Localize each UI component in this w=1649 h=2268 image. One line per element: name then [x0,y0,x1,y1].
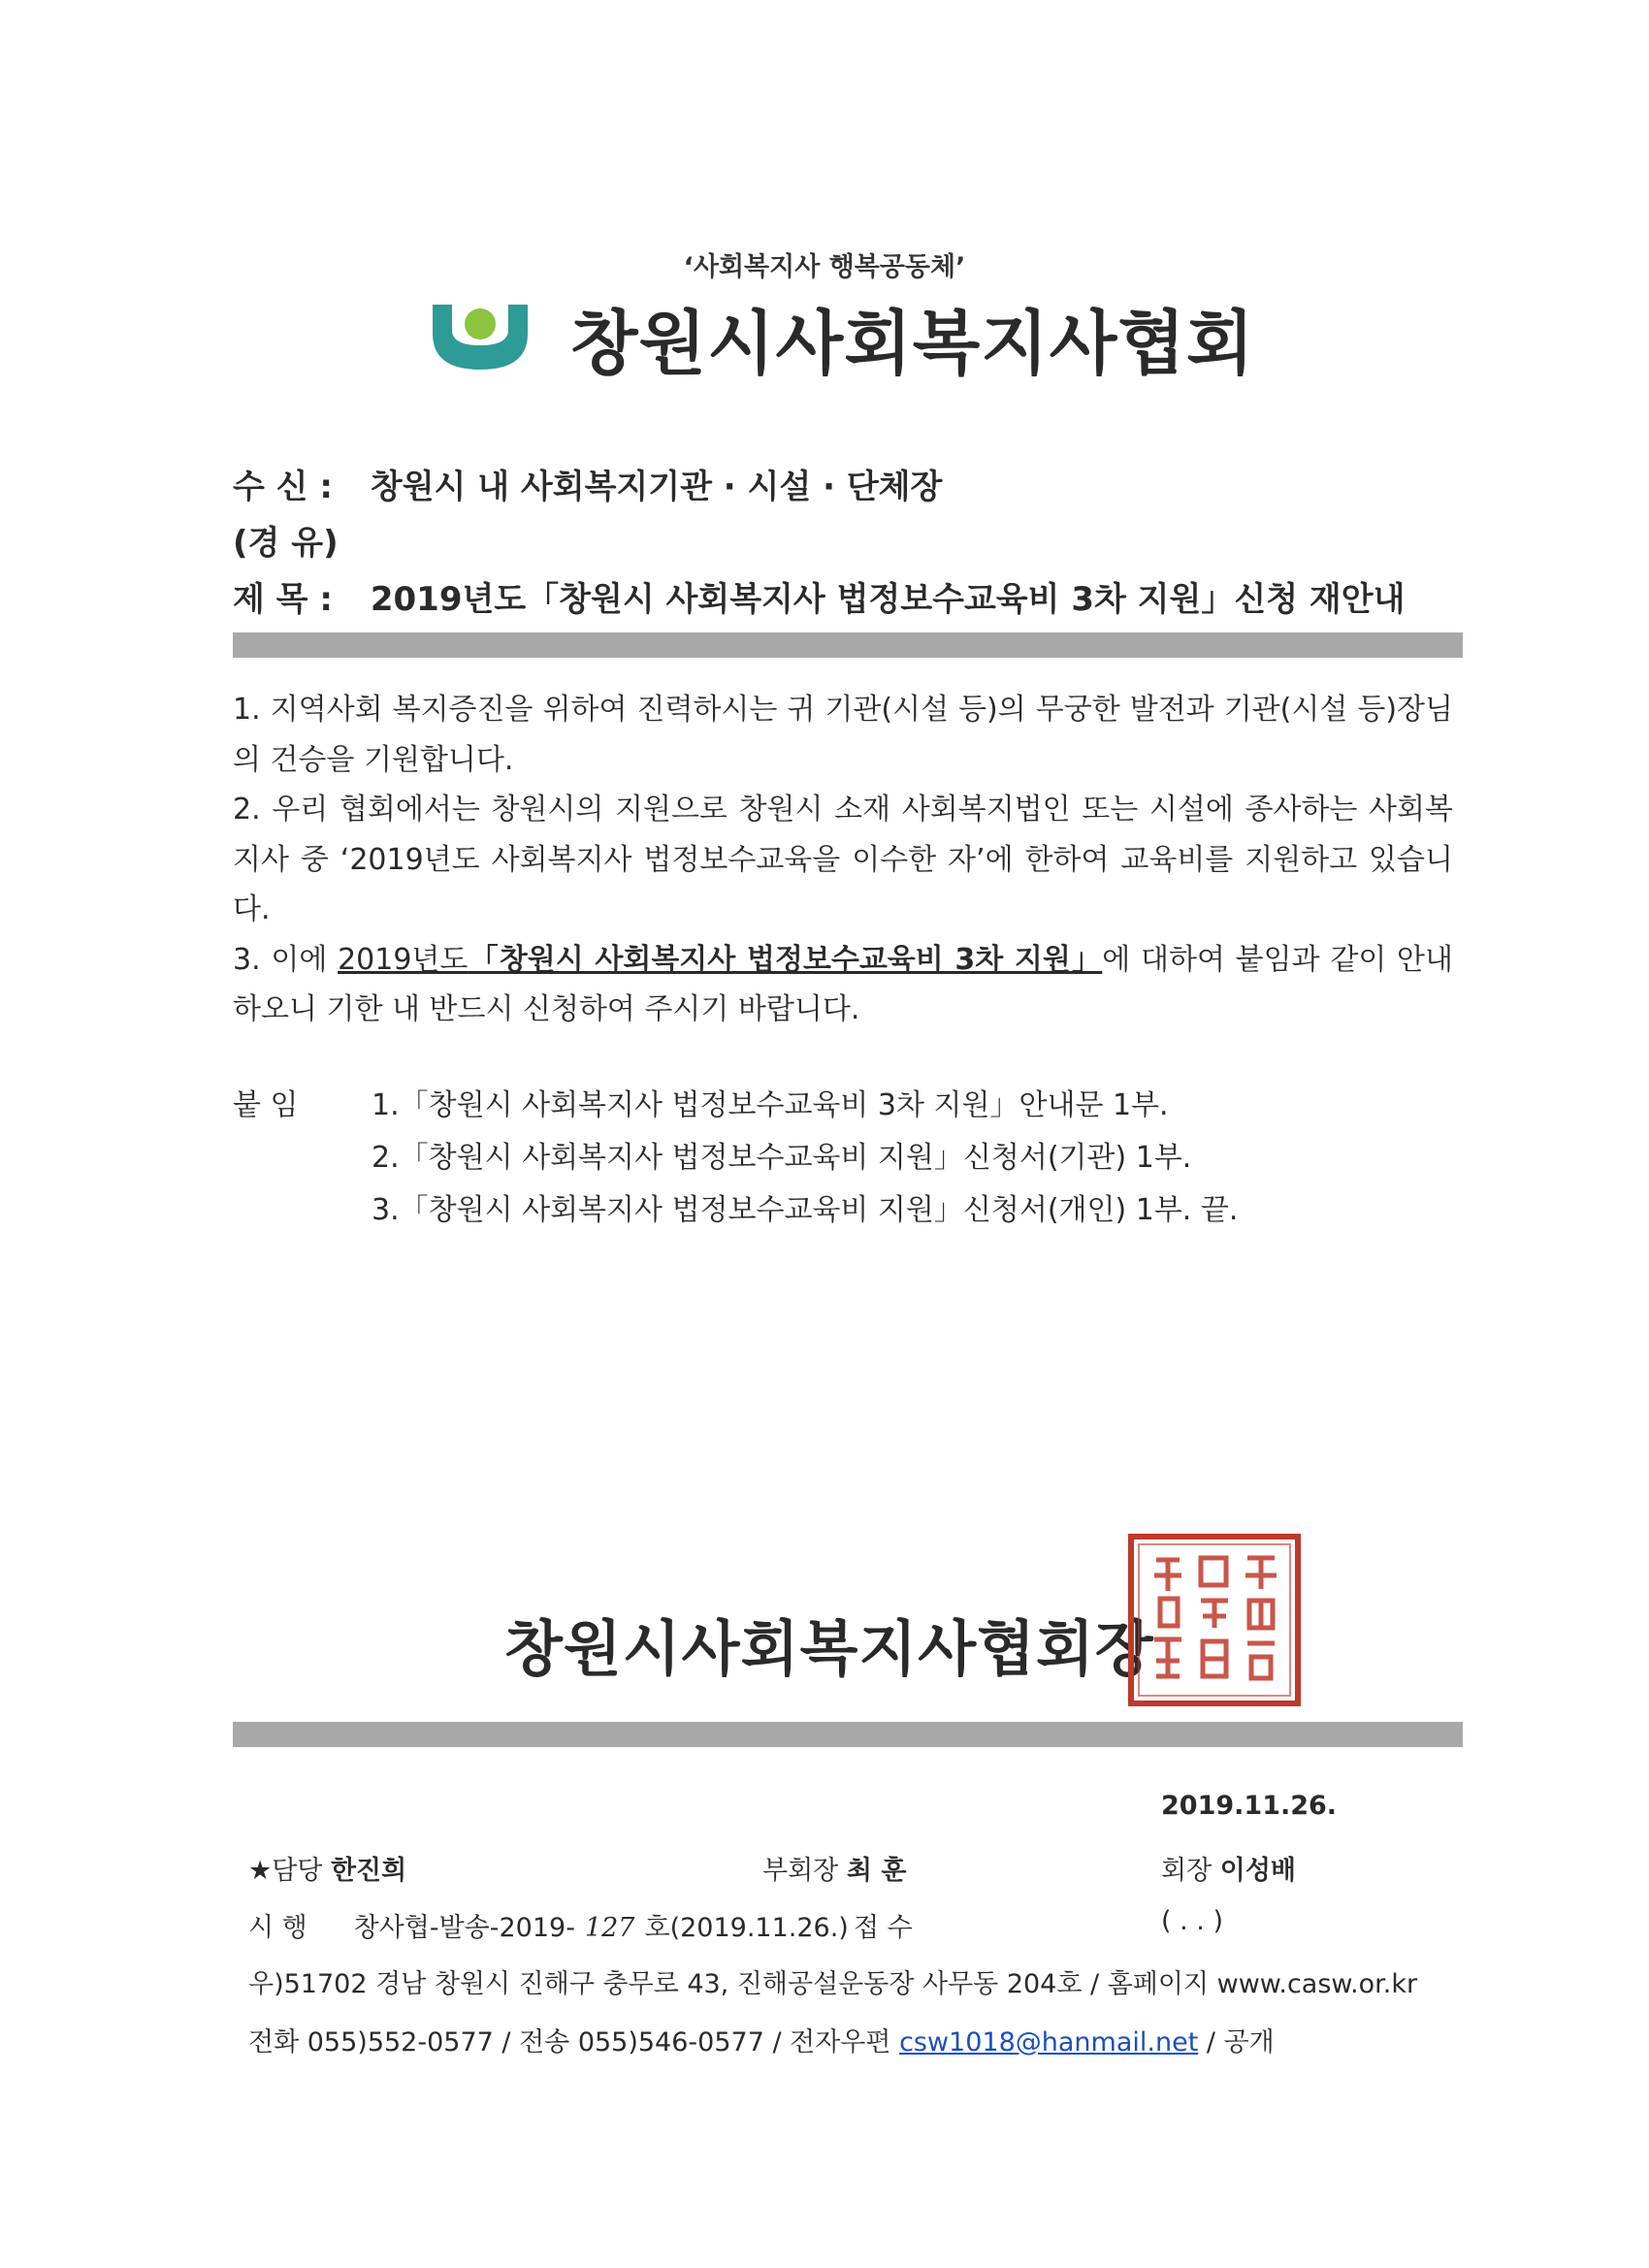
vp-name: 최 훈 [846,1856,907,1886]
letterhead [427,291,1255,383]
enforce-label: 시 행 [248,1913,307,1943]
association-logo-icon [427,301,534,373]
contact-suffix: / 공개 [1206,2027,1275,2057]
paragraph-3-prefix: 3. 이에 [233,942,339,977]
manager-line [248,1849,406,1887]
attachment-item-1: 1.「창원시 사회복지사 법정보수교육비 3차 지원」안내문 1부. [372,1088,1169,1122]
receipt-label: 접 수 [854,1913,913,1943]
subject-line [233,572,1405,620]
paragraph-3-program: 「창원시 사회복지사 법정보수교육비 3차 지원」 [468,942,1103,977]
attachments-label: 붙 임 [233,1088,299,1122]
address-line: 우)51702 경남 창원시 진해구 충무로 43, 진해공설운동장 사무동 204호 / 홈페이지 www.casw.or.kr [248,1969,1418,1999]
letter-body [233,685,1453,1035]
manager-name: 한진희 [330,1856,407,1886]
paragraph-1: 1. 지역사회 복지증진을 위하여 진력하시는 귀 기관(시설 등)의 무궁한 발전과 기관(시설 등)장님의 건승을 기원합니다. [233,693,1453,777]
attachment-item-2: 2.「창원시 사회복지사 법정보수교육비 지원」신청서(기관) 1부. [372,1141,1192,1175]
vice-president-line [762,1849,906,1887]
recipient-label: 수 신 : [233,468,333,506]
president-line [1161,1849,1296,1887]
paragraph-3-year: 2019년도 [338,942,469,977]
subject: 2019년도「창원시 사회복지사 법정보수교육비 3차 지원」신청 재안내 [370,580,1406,619]
date-value: 2019.11.26. [1161,1791,1338,1821]
receipt-value: ( . . ) [1161,1906,1223,1936]
contact-prefix: 전화 055)552-0577 / 전송 055)546-0577 / 전자우편 [248,2027,891,2057]
recipient-line [233,460,942,507]
recipient: 창원시 내 사회복지기관 · 시설 · 단체장 [370,468,943,506]
slogan: ‘사회복지사 행복공동체’ [683,252,966,282]
signer-title: 창원시사회복지사협회장 [504,1613,1154,1684]
org-title: 창원시사회복지사협회 [570,302,1255,384]
subject-label: 제 목 : [233,580,333,619]
document-date [1161,1791,1337,1821]
doc-number: 127 [584,1913,635,1943]
contact-line [248,2021,1275,2058]
header-divider [233,632,1463,658]
manager-label: ★담당 [248,1856,323,1886]
enforcement-line [248,1906,849,1944]
paragraph-3-suffix: 에 대하여 붙임과 같이 안내하오니 기한 내 반드시 신청하여 주시기 바랍니다. [233,942,1453,1026]
paragraph-2: 2. 우리 협회에서는 창원시의 지원으로 창원시 소재 사회복지법인 또는 시설에 종사하는 사회복지사 중 ‘2019년도 사회복지사 법정보수교육을 이수한 자’에 한하여 교육비를 지원하고 있습니다. [233,793,1453,926]
official-seal-icon [1125,1531,1304,1709]
footer-divider [233,1722,1463,1747]
enforce-suffix: 호(2019.11.26.) [644,1913,849,1943]
attachment-item-3: 3.「창원시 사회복지사 법정보수교육비 지원」신청서(개인) 1부. 끝. [372,1193,1239,1227]
vp-label: 부회장 [762,1856,839,1886]
via-line: (경 유) [233,524,339,563]
president-name: 이성배 [1219,1856,1297,1886]
paragraph-3 [233,935,1453,1035]
enforce-value: 창사협-발송-2019- [353,1913,575,1943]
president-label: 회장 [1161,1856,1212,1886]
email-link[interactable]: csw1018@hanmail.net [899,2027,1199,2057]
